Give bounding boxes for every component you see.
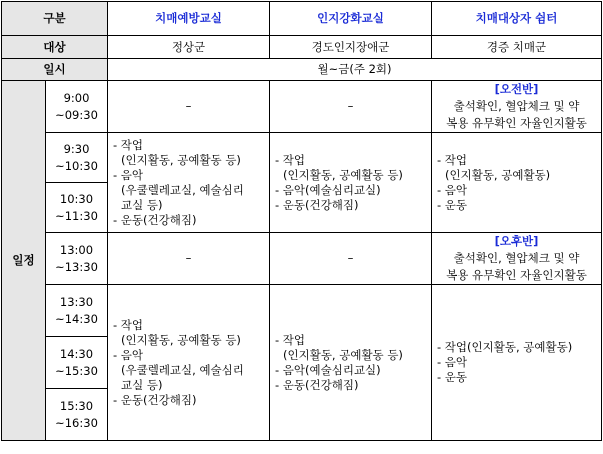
prevention-am-activities: - 작업 (인지활동, 공예활동 등) - 음악 (우쿨렐레교실, 예술심리 교실 등) - 운동(건강해짐)	[108, 133, 270, 233]
target-prevention: 정상군	[108, 36, 270, 59]
time-slot: 10:30 ~11:30	[46, 183, 108, 233]
shelter-afternoon-note: [오후반] 출석확인, 혈압체크 및 약 복용 유무확인 자율인지활동	[432, 233, 602, 285]
header-dementia-shelter: 치매대상자 쉼터	[432, 2, 602, 36]
time-slot: 15:30 ~16:30	[46, 389, 108, 441]
time-slot: 9:30 ~10:30	[46, 133, 108, 183]
target-shelter: 경증 치매군	[432, 36, 602, 59]
cognition-am-activities: - 작업 (인지활동, 공예활동 등) - 음악(예술심리교실) - 운동(건강해짐)	[270, 133, 432, 233]
empty-dash: –	[270, 81, 432, 133]
cognition-pm-activities: - 작업 (인지활동, 공예활동 등) - 음악(예술심리교실) - 운동(건강해짐)	[270, 285, 432, 441]
header-cognition-class: 인지강화교실	[270, 2, 432, 36]
target-label: 대상	[2, 36, 108, 59]
header-dementia-prevention: 치매예방교실	[108, 2, 270, 36]
target-cognition: 경도인지장애군	[270, 36, 432, 59]
empty-dash: –	[270, 233, 432, 285]
shelter-morning-note: [오전반] 출석확인, 혈압체크 및 약 복용 유무확인 자율인지활동	[432, 81, 602, 133]
time-slot: 14:30 ~15:30	[46, 337, 108, 389]
shelter-pm-activities: - 작업(인지활동, 공예활동) - 음악 - 운동	[432, 285, 602, 441]
date-label: 일시	[2, 59, 108, 81]
time-slot: 13:00 ~13:30	[46, 233, 108, 285]
schedule-table	[1, 1, 602, 441]
header-category: 구분	[2, 2, 108, 36]
empty-dash: –	[108, 81, 270, 133]
schedule-label: 일정	[2, 81, 46, 441]
shelter-am-activities: - 작업 (인지활동, 공예활동) - 음악 - 운동	[432, 133, 602, 233]
afternoon-tag: [오후반]	[494, 234, 539, 248]
empty-dash: –	[108, 233, 270, 285]
morning-tag: [오전반]	[494, 82, 539, 96]
time-slot: 13:30 ~14:30	[46, 285, 108, 337]
date-value: 월~금(주 2회)	[108, 59, 602, 81]
prevention-pm-activities: - 작업 (인지활동, 공예활동 등) - 음악 (우쿨렐레교실, 예술심리 교실 등) - 운동(건강해짐)	[108, 285, 270, 441]
time-slot: 9:00 ~09:30	[46, 81, 108, 133]
